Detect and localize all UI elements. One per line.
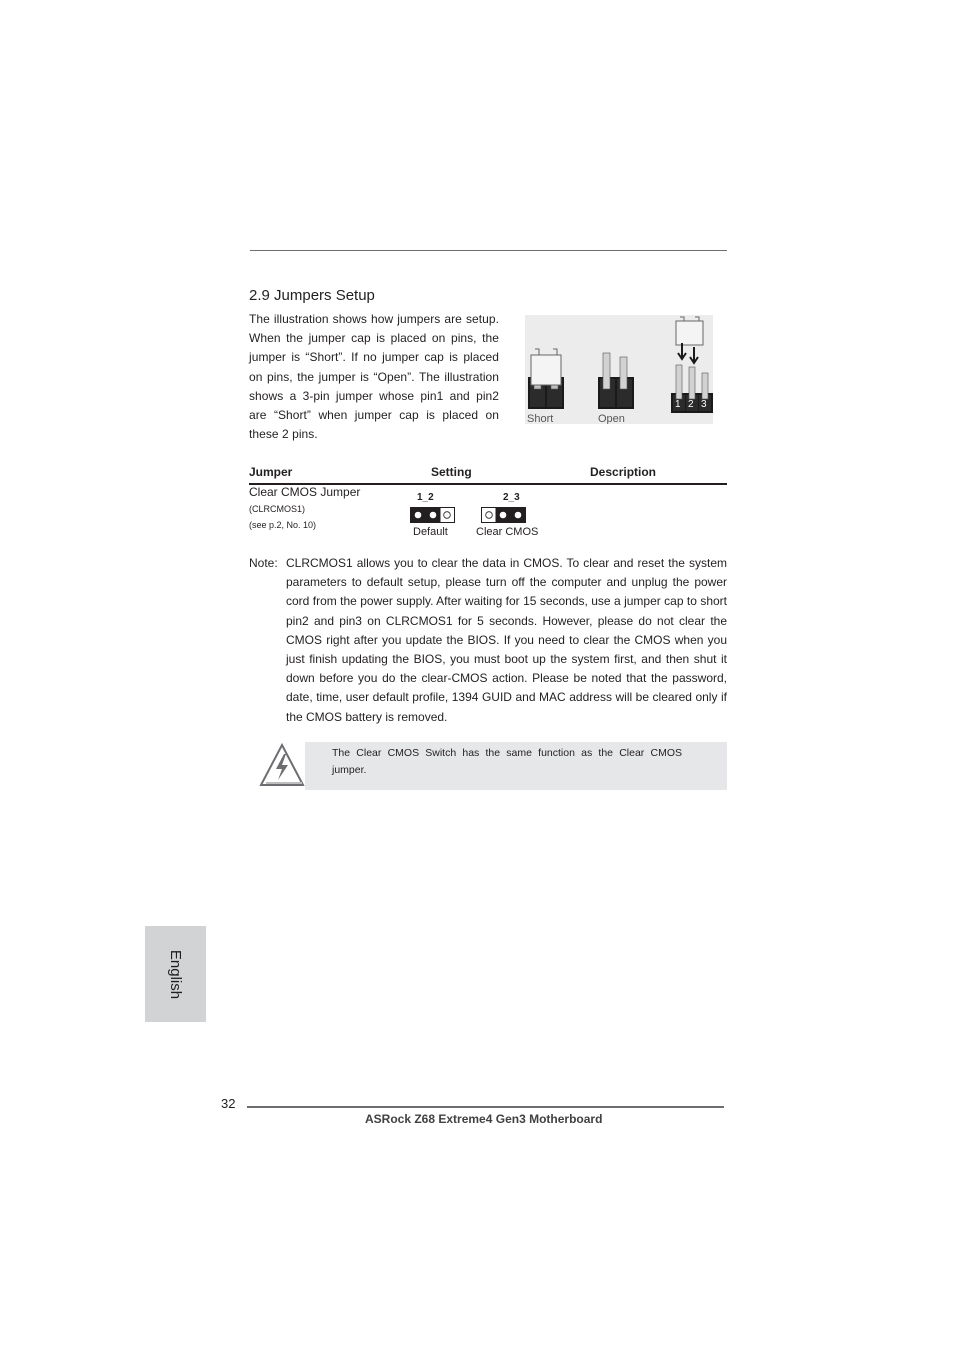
- note-label: Note:: [249, 556, 278, 570]
- jumper-code: (CLRCMOS1): [249, 504, 306, 514]
- open-label: Open: [598, 413, 625, 424]
- header-jumper: Jumper: [249, 465, 293, 479]
- short-label: Short: [527, 413, 554, 424]
- short-jumper-graphic: [528, 349, 564, 409]
- warning-lightning-icon: [258, 742, 306, 793]
- intro-paragraph: The illustration shows how jumpers are setup. When the jumper cap is placed on pins, the jumper is “Short”. If no jumper cap is placed on pins, the jumper is “Open”. The illustration shows a 3-pin jumper whose pin1 and pin2 are “Short” when jumper cap is placed on these 2 pins.: [249, 312, 499, 442]
- jumper-illustration: [525, 315, 713, 424]
- warning-text: The Clear CMOS Switch has the same function as the Clear CMOS jumper.: [332, 747, 682, 776]
- jumper-illustration-svg: [525, 315, 713, 424]
- language-side-tab-label-wrap: [145, 926, 206, 1022]
- default-pins-label: 1_2: [417, 492, 434, 503]
- header-description: Description: [590, 465, 657, 479]
- open-jumper-graphic: [598, 353, 634, 409]
- clear-pins-label: 2_3: [503, 492, 520, 503]
- jumper-page-ref: (see p.2, No. 10): [249, 520, 317, 530]
- clear-cmos-caption: Clear CMOS: [476, 526, 539, 538]
- pin-number-3: 3: [701, 399, 707, 410]
- language-label: English: [166, 949, 184, 999]
- default-pin-diagram: [410, 507, 455, 528]
- pin-number-2: 2: [688, 399, 694, 410]
- page-number: 32: [221, 1096, 236, 1111]
- footer-divider: [247, 1106, 724, 1108]
- jumper-name: Clear CMOS Jumper: [249, 485, 361, 499]
- clear-cmos-pin-diagram: [481, 507, 526, 528]
- note-text: CLRCMOS1 allows you to clear the data in CMOS. To clear and reset the system parameters to default setup, please turn off the computer and unplug the power cord from the power supply. After waiting for 15 seconds, use a jumper cap to short pin2 and pin3 on CLRCMOS1 for 5 seconds. However, please do not clear the CMOS right after you update the BIOS. If you need to clear the CMOS when you just finish updating the BIOS, you must boot up the system first, and then shut it down before you do the clear-CMOS action. Please be noted that the password, date, time, user default profile, 1394 GUID and MAC address will be cleared only if the CMOS battery is removed.: [286, 556, 727, 724]
- pin-number-1: 1: [675, 399, 681, 410]
- section-title: 2.9 Jumpers Setup: [249, 287, 375, 304]
- top-divider: [250, 250, 727, 251]
- default-caption: Default: [413, 526, 448, 538]
- header-setting: Setting: [431, 465, 472, 479]
- footer-product-name: ASRock Z68 Extreme4 Gen3 Motherboard: [365, 1112, 603, 1126]
